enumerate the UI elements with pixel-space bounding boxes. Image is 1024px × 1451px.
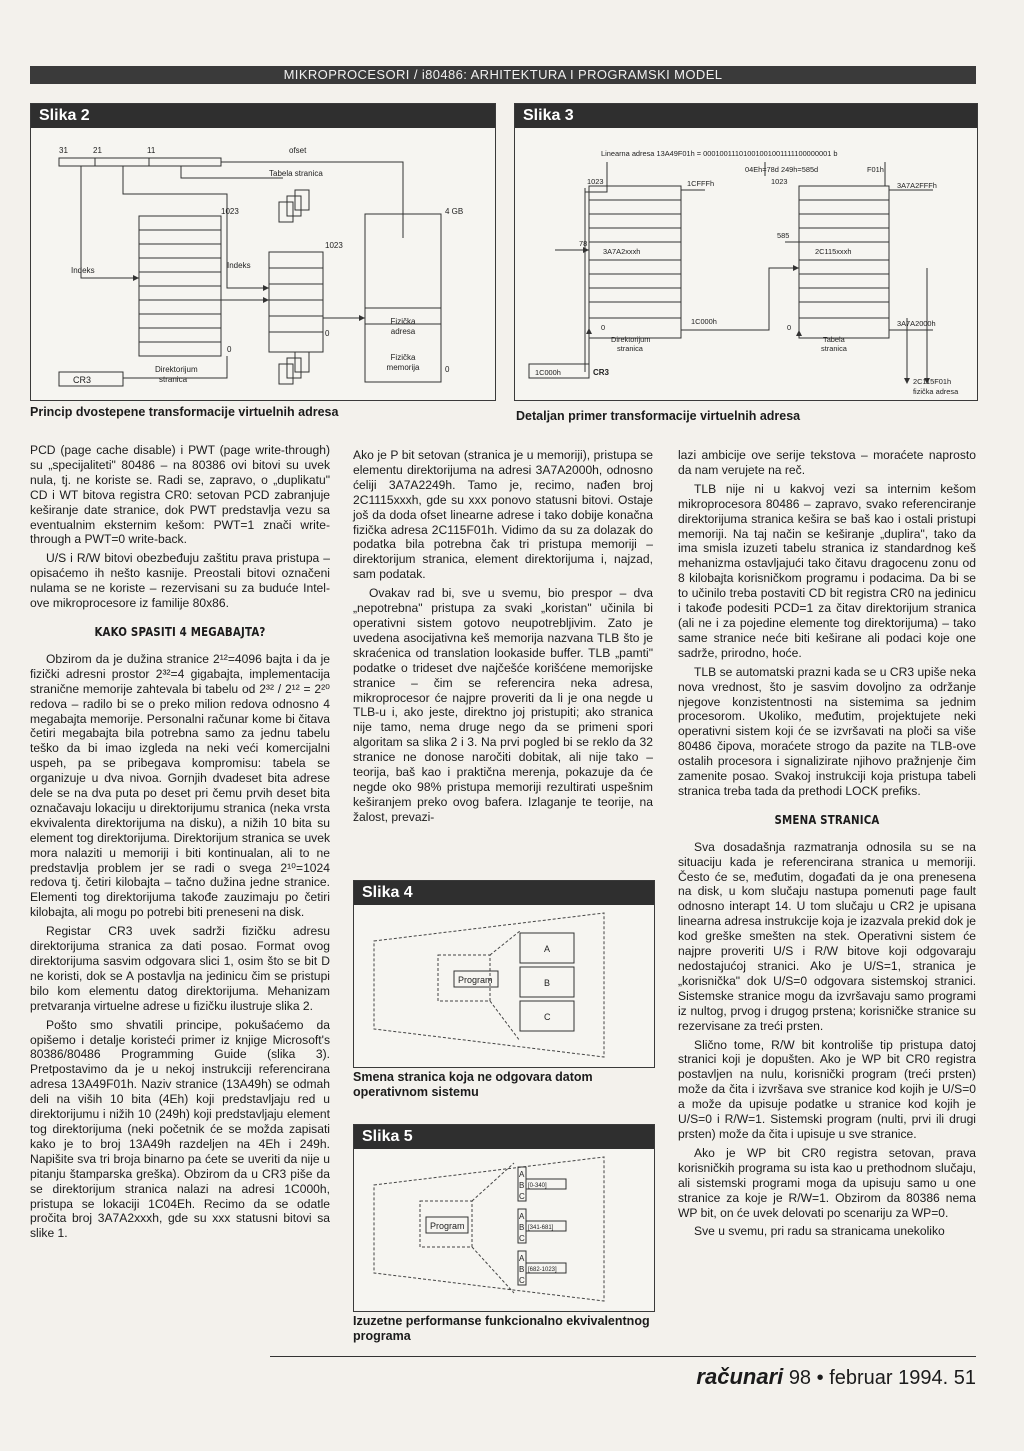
fig2-tabela-label: Tabela stranica [269,169,323,178]
fig5-g3-b: B [519,1265,525,1274]
fig3-78: 78 [579,239,588,248]
page-number: 51 [953,1367,976,1389]
col3-paragraph: lazi ambicije ove serije tekstova – moraćete naprosto da nam verujete na reč. [678,448,976,477]
fig3-cr3: CR3 [593,368,610,377]
fig2-dir-2: stranica [159,375,188,384]
fig3-1c000h: 1C000h [535,368,561,377]
fig2-cr3: CR3 [73,375,92,385]
fig3-linearna: Linearna adresa 13A49F01h = 00010011101001001001111100000001 b [601,149,838,158]
fig3-zero-a: 0 [601,323,606,332]
col3-paragraph: Slično tome, R/W bit kontroliše tip pristupa datoj stranici koji je dopušten. Ako je WP bit CR0 registra postavljen na nulu, korisnički program (treći prsten) može da čita i izvršava sve stranice kod kojih je U/S=0 a može da upisuje podatke u stranice kod kojih je U/S=0 i R/W=1. Sistemski program (nulti, prvi ili drugi prsten) može da čita i upisuje u sve stranice. [678,1037,976,1141]
fig3-result-2: fizička adresa [913,387,959,396]
page-footer [696,1364,976,1390]
fig4-block-a: A [544,944,551,954]
col3-paragraph: Sve u svemu, pri radu sa stranicama unekoliko [694,1224,945,1239]
figure-4 [353,880,655,1068]
fig2-bit-21: 21 [93,146,102,155]
fig5-g1-range: [0-340] [528,1183,547,1189]
fig5-g2-b: B [519,1223,525,1232]
fig2-fiz-adresa-1: Fizička [390,317,416,326]
figure-4-caption: Smena stranica koja ne odgovara datom operativnom sistemu [353,1070,593,1099]
figure-3-title: Slika 3 [515,104,977,128]
fig3-tab-2: stranica [821,344,847,353]
fig2-ofset-label: ofset [289,146,307,155]
fig3-1023-a: 1023 [587,177,604,186]
fig3-dir-1: Direktorijum [611,335,651,344]
col1-paragraph: Obzirom da je dužina stranice 2¹²=4096 bajta i da je fizički adresni prostor 2³²=4 gigabajta, implementacija straničnе memorije zahtevala bi tabelu od 2³² / 2¹² = 2²⁰ redova – radilo bi se o preko milion redova odnosno 4 megabajta memorije. Personalni računar kome bi čitava četiri megabajta bila potrebna samo za jednu tabelu teško da bi imao izgleda na neki veći komercijalni uspeh, pa se pribegava kompromisu: tabela se organizuje u dva nivoa. Gornjih dvadeset bita adrese dele se na dva puta po deset pri čemu prvih deset bita označavaju lokaciju u direktorijumu stranica (neka vrsta ekvivalenta direktorijuma na disku), a nižih 10 bita su element tog direktorijuma. Direktorijum stranica se uvek mora nalaziti u memoriji i biti kontinualan, ali to ne predstavlja problem jer se radi o svega 2¹⁰=1024 redova tj. četiri kilobajta – tačno dužina jedne stranice. Elementi tog direktorijuma takođe zauzimaju po četiri kilobajta, ali mogu po potrebi biti preneseni na disk. [30,651,330,920]
figure-5-caption: Izuzetne performanse funkcionalno ekvivalentnog programa [353,1314,650,1343]
col3-paragraph: TLB nije ni u kakvoj vezi sa internim kešom mikroprocesora 80486 – zapravo, svako referenciranje direktorijuma stranica kešira se baš kao i ostali pristupi memoriji. Na taj način se keširanje „duplira", tako da ima smisla izuzeti tabelu stranica iz standardnog keš mehanizma ostavljajući tako čitavu dragocenu zonu od 8 kilobajta korisničkom programu i podacima. Da bi se to učinilo treba postaviti CD bit registra CR0 na jedinicu i takođe podesiti PCD=1 za čitav direktorijum stranica (ali ne i za pojedine elemente tog direktorijuma) – tako same stranice neće biti keširane ali podaci koje one sadrže, prirodno, hoće. [678,481,976,660]
footer-rule [270,1356,976,1357]
col1-paragraph: Pošto smo shvatili principe, pokušaćemo da opišemo i detalje koristeći primer iz knjige Microsoft's 80386/80486 Programming Guide (slika 3). Pretpostavimo da je u nekoj instrukciji referencirana adresa 13A49F01h. Naziv stranice (13A49h) se odmah deli na višіh 10 bita (4Eh) koji predstavljaju red u direktorijumu i nižih 10 (249h) koji predstavljaju element tog direktorijuma (neki početnik će se možda zapisati kako je to broj 13A49h razdeljen na 4Eh i 249h. Napišite sva tri broja binarno pa ćete se uveriti da nije u pitanju štamparska greška). Obzirom da u CR3 piše da se direktorijum stranica nalazi na adresi 1C000h, pristupa se lokaciji 1C04Eh. Recimo da se odatle pročita broj 3A7A2xxxh, gde su xxx statusni bitovi sa slike 1. [30,1017,330,1241]
col3-paragraph: Sva dosadašnja razmatranja odnosila su se na situaciju kada je referencirana stranica u memoriji. Često će se, međutim, događati da je ona prenesena na disk, u kom slučaju nastupa pomenuti page fault odnosno interapt 14. U tom slučaju u CR2 je upisana linearna adresa instrukcije koja je izazvala prekid dok je kod greške smešten na stek. Operativni sistem će najpre proveriti U/S i R/W bitove koji odgovaraju nedostajućoj stranici. Ako je U/S=1, stranica je „korisnička" dok U/S=0 odgovara sistemskoj stranici. Sistemske stranice mogu da izvršavaju samo programi iz nultog, prvog i drugog prstena; korisničke stranice su rezervisane za treći prsten. [678,839,976,1033]
col3-paragraph: TLB se automatski prazni kada se u CR3 upiše neka nova vrednost, što je sasvim dovoljno za održanje njegove konzistentnosti na sistemima sa jednim procesorom. Ukoliko, međutim, projektujete neki operativni sistem koji će se izvršavati na ploči sa više 80486 čipova, moraćete strogo da pazite na TLB-ove ostalih procesora i signalizirate njihovo pražnjenje čim zamenite posao. Svakoj instrukciji koja pristupa tabeli stranica treba tada da prethodi LOCK prefiks. [678,664,976,798]
fig5-g3-c: C [519,1276,525,1285]
figure-4-diagram [354,905,654,1067]
fig5-g3-a: A [519,1254,525,1263]
fig3-3a7a2xxxh: 3A7A2xxxh [603,247,641,256]
section-heading: KAKO SPASITI 4 MEGABAJTA? [94,623,266,639]
fig5-g2-c: C [519,1234,525,1243]
figure-4-title: Slika 4 [354,881,654,905]
figure-5 [353,1124,655,1312]
fig3-3a7a2fffh: 3A7A2FFFh [897,181,937,190]
fig2-indeks-mono: Indeks [71,266,95,275]
fig4-program: Program [458,975,493,985]
fig5-g3-range: [682-1023] [528,1267,557,1273]
fig3-zero-b: 0 [787,323,792,332]
fig2-bit-31: 31 [59,146,68,155]
fig3-2c115xxxh: 2C115xxxh [815,247,852,256]
fig5-g1-c: C [519,1192,525,1201]
magazine-name: računari [696,1364,784,1389]
fig4-block-c: C [544,1012,551,1022]
fig2-zero-c: 0 [445,365,450,374]
figure-2-diagram [31,128,495,400]
fig2-zero-b: 0 [325,329,330,338]
fig3-dir-2: stranica [617,344,643,353]
fig2-dir-1: Direktorijum [155,365,198,374]
figure-2 [30,103,496,401]
fig5-program: Program [430,1221,465,1231]
col1-paragraph: Registar CR3 uvek sadrži fizičku adresu direktorijuma stranica za dati posao. Format ovog direktorijuma sasvim odgovara slici 1, osim što se bit D ne koristi, dok se A postavlja na jedinicu čim se pristupi bilo kom elementu datog direktorijuma. Mehanizam pretvaranja virtuelne adrese u fizičku ilustruje slika 2. [30,924,330,1013]
section-heading: SMENA STRANICA [774,811,880,827]
issue-date: februar 1994. [829,1367,949,1389]
fig2-fiz-mem-2: memorija [386,363,420,372]
fig3-3a7a2000h: 3A7A2000h [897,319,936,328]
fig2-zero-a: 0 [227,345,232,354]
figure-3-diagram [515,128,977,400]
fig3-parts: 04Eh=78d 249h=585d [745,165,819,174]
fig5-g1-a: A [519,1170,525,1179]
fig3-1023-b: 1023 [771,177,788,186]
fig3-f01h: F01h [867,165,884,174]
col2-paragraph: Ovakav rad bi, sve u svemu, bio prespor – dva „nepotrebna" pristupa za svaki „koristan" učinila bi operativni sistem gotovo neupotrebljivim. Zato je uvedena asocijativna keš memorija nazvana TLB što je skraćenica od translation lookaside buffer. TLB „pamti" podatke o trideset dve najčešće korišćene memorijske stranice – čim se referencira neka adresa, mikroprocesor će najpre proveriti da li je ona negde u TLB-u i, ako jeste, direktno joj pristupiti; ako stranica nije tamo, nema druge nego da se primeni spori algoritam sa slika 2 i 3. Na prvi pogled bi se reklo da 32 stranice ne donose naročiti dobitak, ali nije tako – teorija, baš kao i praktična merenja, pokazuje da će negde oko 98% pristupa memoriji rezultirati uspešnim keširanjem preko ovog bafera. Izlaganje te teorije, na žalost, prevazi- [353,586,653,824]
fig5-g1-b: B [519,1181,525,1190]
fig3-1c000h-mid: 1C000h [691,317,717,326]
issue-number: 98 [788,1367,812,1389]
fig3-585: 585 [777,231,790,240]
col1-paragraph: U/S i R/W bitovi obezbeđuju zaštitu prava pristupa – opisaćemo ih nešto kasnije. Preostali bitovi označeni nulama se ne koriste – rezervisani su za buduće Intel-ove mikroprocesore iz familije 80x86. [30,551,330,611]
fig3-1cfffh: 1CFFFh [687,179,715,188]
fig3-tab-1: Tabela [823,335,845,344]
figure-3 [514,103,978,401]
fig2-fiz-adresa-2: adresa [390,327,416,336]
column-2 [353,448,653,829]
running-header: MIKROPROCESORI / i80486: ARHITEKTURA I PROGRAMSKI MODEL [30,66,976,84]
figure-3-caption: Detaljan primer transformacije virtuelnih adresa [516,409,801,423]
fig2-4gb: 4 GB [445,207,464,216]
column-3 [678,448,976,1243]
col3-paragraph: Ako je WP bit CR0 registra setovan, prava korisničkih programa su ista kao u prethodnom slučaju, ali sistemski programi moga da upisuju samo u one stranice za koje je R/W=1. Obzirom da 80386 nema WP bit, on će uvek delovati po scenariju za WP=0. [678,1145,976,1220]
fig5-g2-a: A [519,1212,525,1221]
col2-paragraph: Ako je P bit setovan (stranica je u memoriji), pristupa se elementu direktorijuma na adresi 3A7A2000h, odnosno ćeliji 3A7A2249h. Tamo je, recimo, nađen broj 2C1115xxxh, gde su xxx ponovo statusni bitovi. Ostaje još da doda ofset linearne adrese i tako dobije konačna fizička adresa 2C115F01h. Vidimo da su za dolazak do podatka bila potrebna čak tri pristupa memoriji – direktorijum stranica, element direktorijuma i, najzad, sam podatak. [353,448,653,582]
footer-bullet: • [816,1367,824,1389]
fig2-bit-11: 11 [147,146,156,155]
fig4-block-b: B [544,978,551,988]
col1-paragraph: PCD (page cache disable) i PWT (page write-through) su „specijaliteti" 80486 – na 80386 ovi bitovi su uvek nula, tj. ne koriste se. Radi se, zapravo, o „duplikatu" CD i WT bitova registra CR0: setovan PCD zabranjuje keširanje date stranice, dok PWT predstavlja vezu sa eventualnim eksternim kešom: PWT=1 znači write-through a PWT=0 write-back. [30,443,330,547]
fig2-fiz-mem-1: Fizička [390,353,416,362]
fig5-g2-range: [341-681] [528,1225,554,1231]
figure-2-caption: Princip dvostepene transformacije virtuelnih adresa [30,405,339,419]
figure-2-title: Slika 2 [31,104,495,128]
fig2-indeks: Indeks [227,261,251,270]
fig2-1023-a: 1023 [221,207,239,216]
fig3-result-1: 2C115F01h [913,377,952,386]
figure-5-diagram [354,1149,654,1311]
column-1 [30,443,330,1245]
figure-5-title: Slika 5 [354,1125,654,1149]
fig2-1023-b: 1023 [325,241,343,250]
